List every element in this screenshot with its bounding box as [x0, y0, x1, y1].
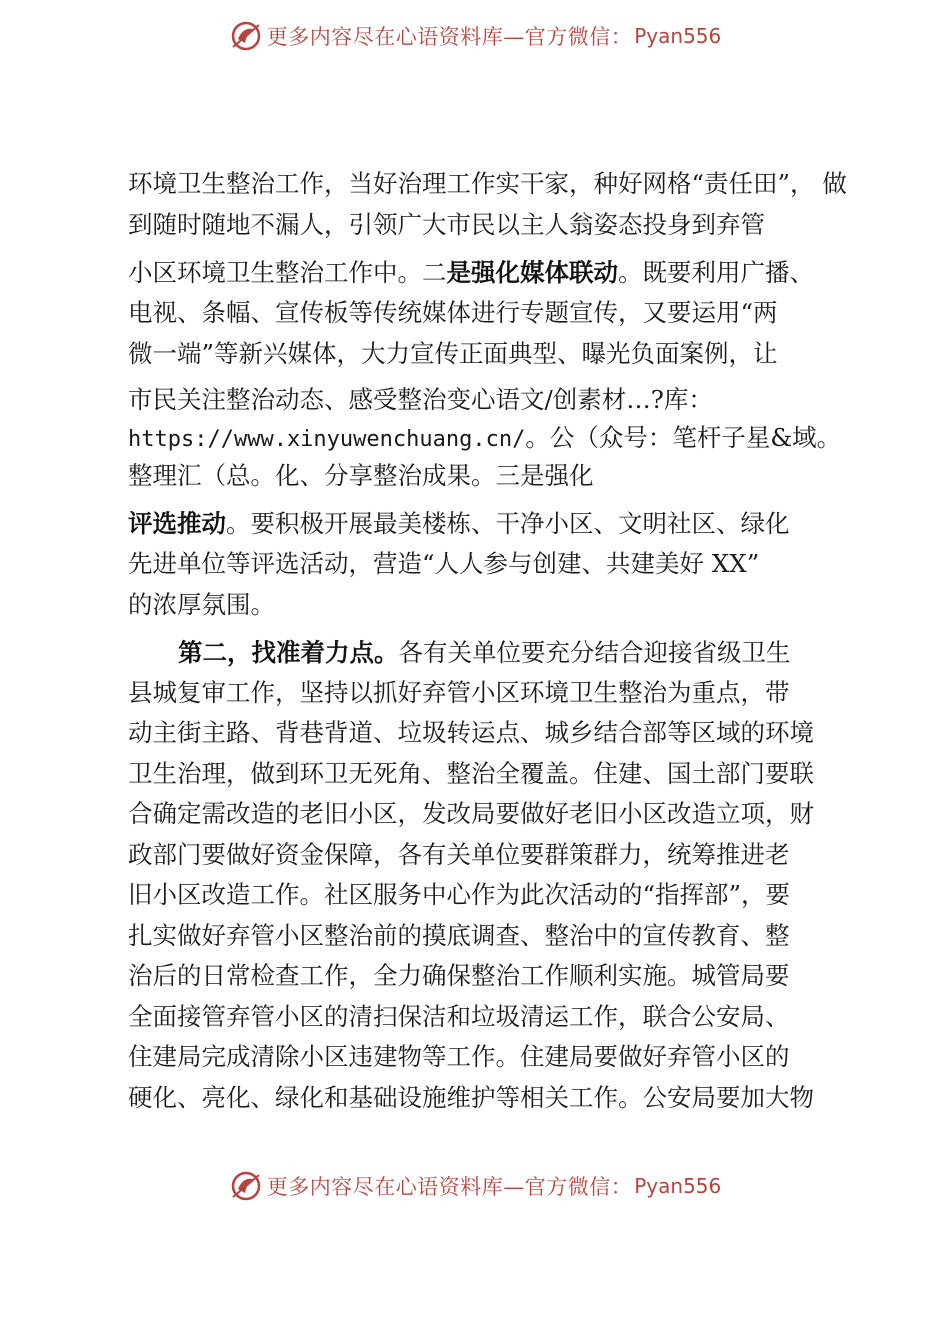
text-line: 卫生治理，做到环卫无死角、整治全覆盖。住建、国土部门要联	[128, 759, 814, 788]
text-line: 县城复审工作，坚持以抓好弃管小区环境卫生整治为重点，带	[128, 678, 790, 707]
brand-logo-icon	[229, 1169, 263, 1203]
text-run: 。要积极开展最美楼栋、干净小区、文明社区、绿化	[226, 509, 790, 538]
text-line	[178, 637, 791, 669]
text-run: 小区环境卫生整治工作中。二	[128, 258, 447, 287]
text-line: 旧小区改造工作。社区服务中心作为此次活动的“指挥部”，要	[128, 880, 791, 909]
text-line: 扎实做好弃管小区整治前的摸底调查、整治中的宣传教育、整	[128, 921, 790, 950]
footer-watermark-banner	[0, 1166, 950, 1206]
text-line: 到随时随地不漏人，引领广大市民以主人翁姿态投身到弃管	[128, 210, 765, 239]
text-line	[128, 422, 841, 456]
brand-logo-icon	[229, 19, 263, 53]
text-line: 整理汇（总。化、分享整治成果。三是强化	[128, 461, 594, 490]
bold-heading: 是强化媒体联动	[446, 258, 618, 287]
banner-text: 更多内容尽在心语资料库—官方微信：	[266, 1175, 633, 1199]
text-line: 微一端”等新兴媒体，大力宣传正面典型、曝光负面案例，让	[128, 339, 778, 368]
text-line	[128, 508, 790, 540]
text-line: 全面接管弃管小区的清扫保洁和垃圾清运工作，联合公安局、	[128, 1002, 790, 1031]
text-line: 市民关注整治动态、感受整治变心语文/创素材…?库：	[128, 385, 713, 414]
banner-wechat-id: Pyan556	[634, 24, 722, 48]
banner-text: 更多内容尽在心语资料库—官方微信：	[266, 25, 633, 49]
text-run: 各有关单位要充分结合迎接省级卫生	[398, 638, 791, 667]
text-line: 合确定需改造的老旧小区，发改局要做好老旧小区改造立项，财	[128, 799, 814, 828]
text-line: 的浓厚氛围。	[128, 590, 275, 619]
text-run: 。公（众号：笔杆子星&域。	[525, 423, 842, 452]
bold-heading: 评选推动	[128, 509, 226, 538]
text-line: 先进单位等评选活动，营造“人人参与创建、共建美好 XX”	[128, 549, 760, 578]
text-line: 环境卫生整治工作，当好治理工作实干家，种好网格“责任田”， 做	[128, 169, 847, 198]
text-line: 治后的日常检查工作，全力确保整治工作顺利实施。城管局要	[128, 961, 790, 990]
text-line	[128, 257, 814, 289]
url-text: https://www.xinyuwenchuang.cn/	[128, 427, 526, 452]
text-line: 政部门要做好资金保障，各有关单位要群策群力，统筹推进老	[128, 840, 790, 869]
section-heading: 第二，找准着力点。	[178, 638, 399, 667]
text-line: 电视、条幅、宣传板等传统媒体进行专题宣传，又要运用“两	[128, 298, 778, 327]
header-watermark-banner	[0, 16, 950, 56]
text-line: 硬化、亮化、绿化和基础设施维护等相关工作。公安局要加大物	[128, 1083, 814, 1112]
banner-wechat-id: Pyan556	[634, 1174, 722, 1198]
text-run: 。既要利用广播、	[618, 258, 814, 287]
text-line: 住建局完成清除小区违建物等工作。住建局要做好弃管小区的	[128, 1042, 790, 1071]
text-line: 动主街主路、背巷背道、垃圾转运点、城乡结合部等区域的环境	[128, 718, 814, 747]
